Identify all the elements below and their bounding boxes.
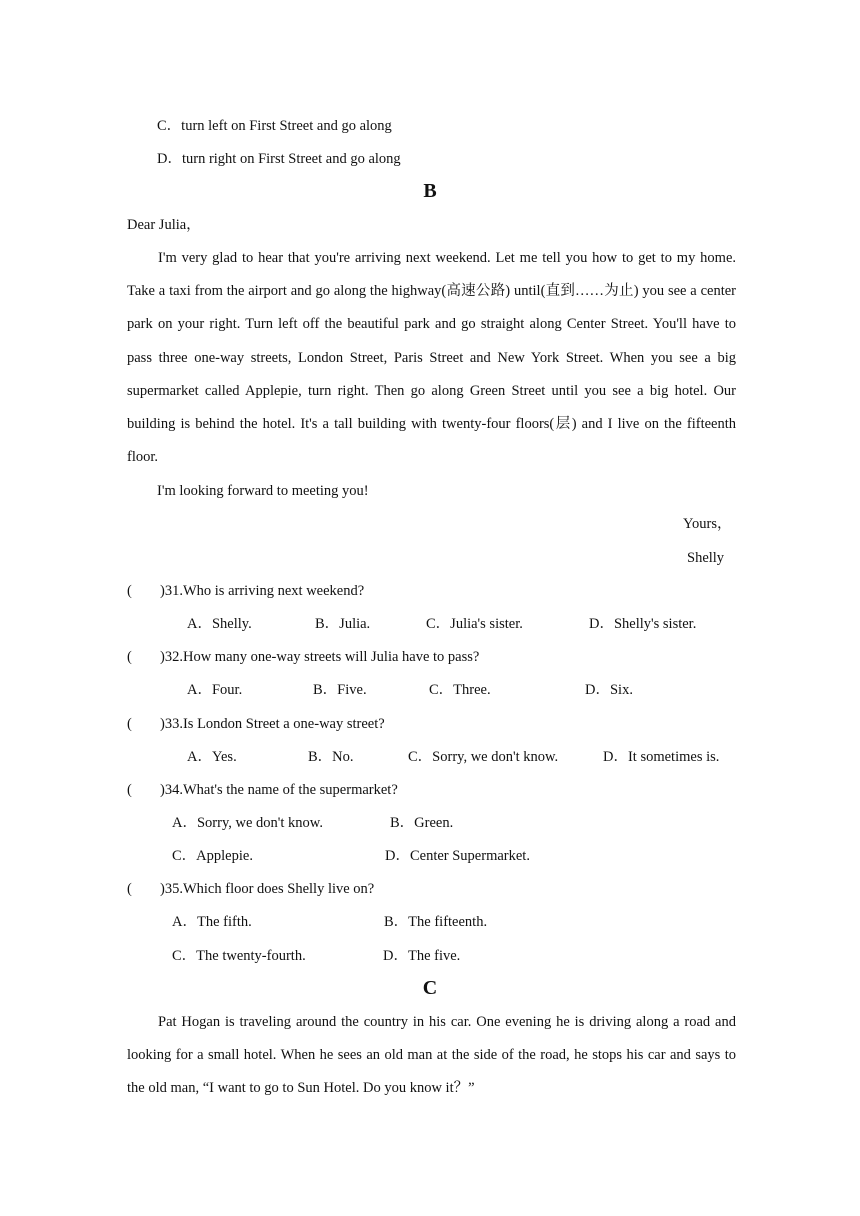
q33-option-d: D．It sometimes is. xyxy=(603,749,720,765)
q33-option-a: A．Yes. xyxy=(187,749,237,765)
q32-option-a: A．Four. xyxy=(187,682,243,698)
q34-option-a: A．Sorry, we don't know. xyxy=(172,815,323,831)
question-text: 33.Is London Street a one-way street? xyxy=(164,716,385,732)
question-text: 35.Which floor does Shelly live on? xyxy=(164,881,375,897)
letter-salutation: Dear Julia， xyxy=(127,217,201,233)
question-text: 31.Who is arriving next weekend? xyxy=(164,583,365,599)
q32-option-c: C．Three. xyxy=(429,682,491,698)
answer-blank-open: ( xyxy=(127,881,132,897)
letter-sign-off: Yours， xyxy=(683,516,732,532)
q35-option-c: C．The twenty-fourth. xyxy=(172,948,306,964)
answer-blank-close: ) xyxy=(160,649,165,665)
answer-blank-open: ( xyxy=(127,782,132,798)
answer-blank-open: ( xyxy=(127,583,132,599)
question-33 xyxy=(127,714,385,734)
q32-option-b: B．Five. xyxy=(313,682,367,698)
q34-option-c: C．Applepie. xyxy=(172,848,253,864)
answer-blank-close: ) xyxy=(160,583,165,599)
question-text: 32.How many one-way streets will Julia have to pass? xyxy=(164,649,480,665)
answer-blank-open: ( xyxy=(127,716,132,732)
q31-option-c: C．Julia's sister. xyxy=(426,616,523,632)
q31-option-a: A．Shelly. xyxy=(187,616,252,632)
answer-blank-close: ) xyxy=(160,881,165,897)
option-a-c: C．turn left on First Street and go along xyxy=(157,118,392,134)
section-c-body: Pat Hogan is traveling around the country in his car. One evening he is driving along a road and looking for a small hotel. When he sees an old man at the side of the road, he stops his car and says to the old man, “I want to go to Sun Hotel. Do you know it？” xyxy=(127,1014,736,1097)
q35-option-b: B．The fifteenth. xyxy=(384,914,488,930)
q33-option-b: B．No. xyxy=(308,749,354,765)
option-a-d: D．turn right on First Street and go along xyxy=(157,151,401,167)
q31-option-d: D．Shelly's sister. xyxy=(589,616,697,632)
question-31 xyxy=(127,581,364,601)
q34-option-b: B．Green. xyxy=(390,815,454,831)
question-35 xyxy=(127,879,374,899)
question-text: 34.What's the name of the supermarket? xyxy=(164,782,398,798)
question-32 xyxy=(127,647,479,667)
section-c-heading: C xyxy=(422,977,438,999)
answer-blank-open: ( xyxy=(127,649,132,665)
question-34 xyxy=(127,780,398,800)
letter-signature: Shelly xyxy=(687,550,725,566)
q35-option-a: A．The fifth. xyxy=(172,914,252,930)
section-b-heading: B xyxy=(423,180,437,202)
q33-option-c: C．Sorry, we don't know. xyxy=(408,749,559,765)
letter-body: I'm very glad to hear that you're arriving next weekend. Let me tell you how to get to my home. Take a taxi from the airport and go along the highway(高速公路) until(直到……为止) you see a center park on your right. Turn left off the beautiful park and go straight along Center Street. You'll have to pass three one-way streets, London Street, Paris Street and New York Street. When you see a big supermarket called Applepie, turn right. Then go along Green Street until you see a big hotel. Our building is behind the hotel. It's a tall building with twenty-four floors(层) and I live on the fifteenth floor. xyxy=(127,250,736,466)
q34-option-d: D．Center Supermarket. xyxy=(385,848,530,864)
q32-option-d: D．Six. xyxy=(585,682,633,698)
answer-blank-close: ) xyxy=(160,716,165,732)
letter-closing-line: I'm looking forward to meeting you! xyxy=(157,483,369,499)
q35-option-d: D．The five. xyxy=(383,948,461,964)
answer-blank-close: ) xyxy=(160,782,165,798)
q31-option-b: B．Julia. xyxy=(315,616,371,632)
